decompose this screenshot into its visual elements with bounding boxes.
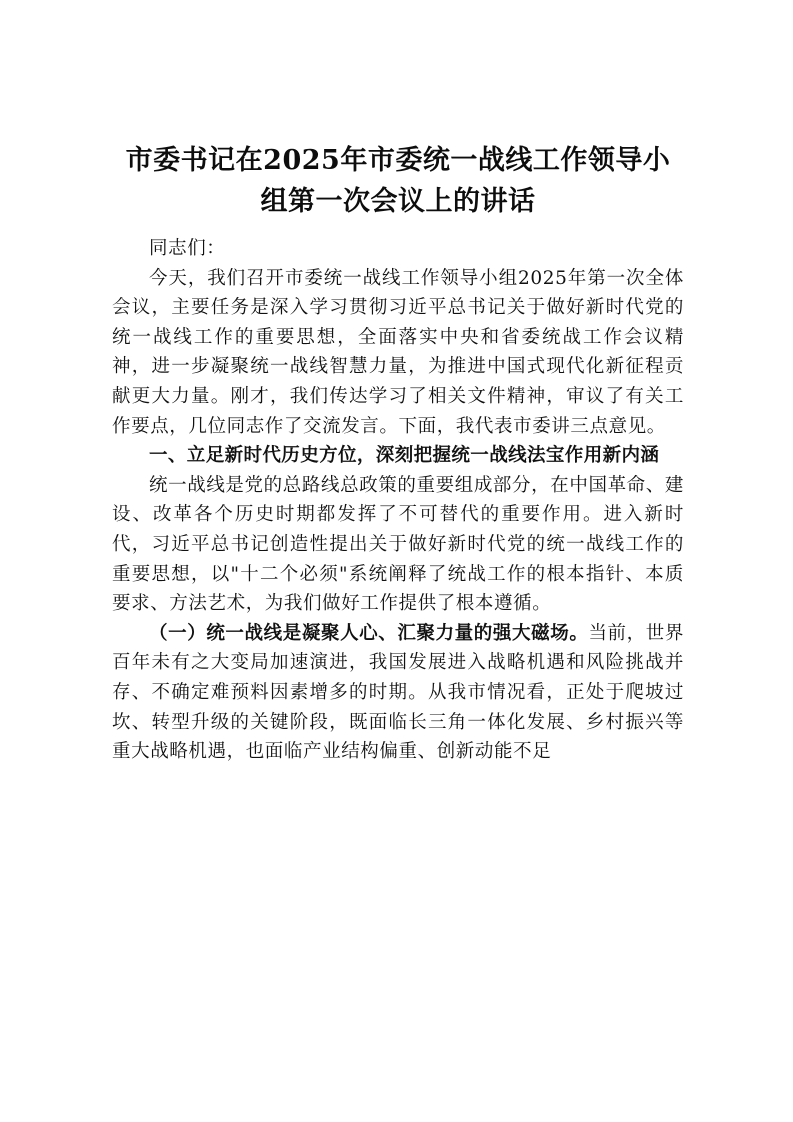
body-paragraph-section-1: 统一战线是党的总路线总政策的重要组成部分，在中国革命、建设、改革各个历史时期都发挥了不可替代的重要作用。进入新时代，习近平总书记创造性提出关于做好新时代党的统一战线工作的重要思想，以"十二个必须"系统阐释了统战工作的根本指针、本质要求、方法艺术，为我们做好工作提供了根本遵循。 [112, 474, 684, 615]
body-paragraph-opening: 今天，我们召开市委统一战线工作领导小组2025年第一次全体会议，主要任务是深入学习贯彻习近平总书记关于做好新时代党的统一战线工作的重要思想，全面落实中央和省委统战工作会议精神，进一步凝聚统一战线智慧力量，为推进中国式现代化新征程贡献更大力量。刚才，我们传达学习了相关文件精神，审议了有关工作要点，几位同志作了交流发言。下面，我代表市委讲三点意见。 [112, 267, 684, 437]
salutation: 同志们： [149, 238, 226, 259]
body-paragraph-subsection-1 [112, 619, 684, 767]
document-title: 市委书记在2025年市委统一战线工作领导小组第一次会议上的讲话 [125, 145, 671, 217]
subsection-body-text: 当前，世界百年未有之大变局加速演进，我国发展进入战略机遇和风险挑战并存、不确定难预料因素增多的时期。从我市情况看，正处于爬坡过坎、转型升级的关键阶段，既面临长三角一体化发展、乡村振兴等重大战略机遇，也面临产业结构偏重、创新动能不足 [112, 622, 684, 763]
document-body [112, 140, 684, 767]
subsection-lead-sentence: （一）统一战线是凝聚人心、汇聚力量的强大磁场。 [149, 622, 589, 644]
section-heading-1: 一、立足新时代历史方位，深刻把握统一战线法宝作用新内涵 [149, 445, 660, 467]
